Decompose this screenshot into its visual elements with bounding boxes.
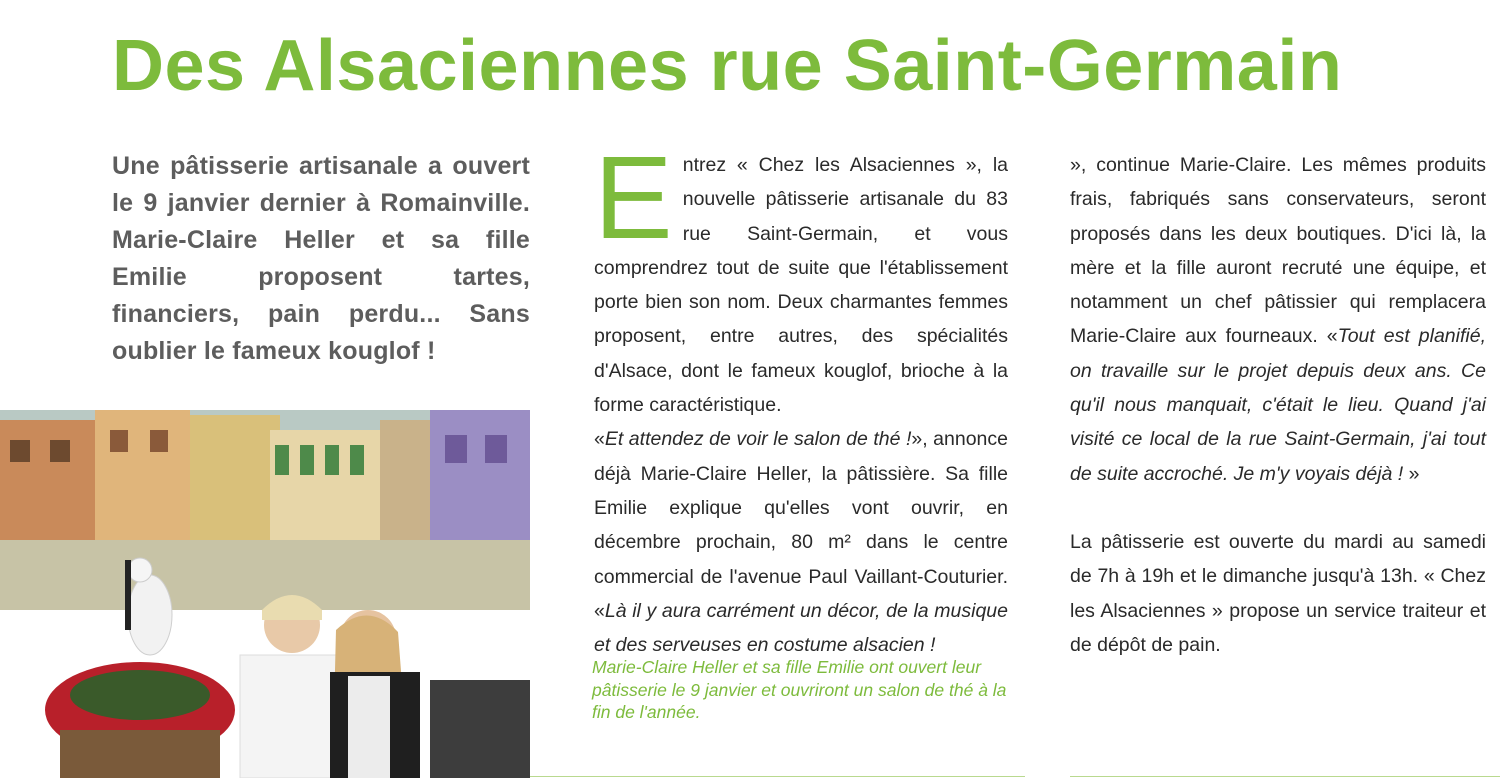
bottom-rule-right: [1070, 776, 1500, 777]
bottom-rule-middle: [530, 776, 1025, 777]
quote-salon: Et attendez de voir le salon de thé !: [604, 428, 912, 451]
paragraph-2: [594, 422, 1008, 662]
paragraph-4: La pâtisserie est ouverte du mardi au samedi de 7h à 19h et le dimanche jusqu'à 13h. « Chez les Alsaciennes » propose un service traiteur et de dépôt de pain.: [1070, 530, 1486, 656]
article-column-2: [594, 132, 1008, 662]
article-title: Des Alsaciennes rue Saint-Germain: [112, 26, 1343, 106]
paragraph-1: [594, 132, 1008, 422]
article-column-3: [1070, 148, 1486, 662]
quote-open: «: [594, 428, 605, 451]
lead-text: Une pâtisserie artisanale a ouvert le 9 janvier dernier à Romainville. Marie-Claire Heller et sa fille Emilie proposent tartes, financiers, pain perdu... Sans oublier le fameux kouglof !: [112, 152, 530, 365]
paragraph-1-text: ntrez « Chez les Alsaciennes », la nouvelle pâtisserie artisanale du 83 rue Saint-Germain, et vous comprendrez tout de suite que l'établissement porte bien son nom. Deux charmantes femmes proposent, entre autres, des spécialités d'Alsace, dont le fameux kouglof, brioche à la forme caractéristique.: [594, 154, 1008, 417]
article-photo: [0, 410, 530, 778]
quote-decor: Là il y aura carrément un décor, de la musique et des serveuses en costume alsacien !: [594, 599, 1008, 657]
paragraph-2-text: », annonce déjà Marie-Claire Heller, la pâtissière. Sa fille Emilie explique qu'elles vont ouvrir, en décembre prochain, 80 m² dans le centre commercial de l'avenue Paul Vaillant-Couturier. «: [594, 428, 1008, 622]
paragraph-3: [1070, 148, 1486, 491]
photo-illustration: [0, 410, 530, 778]
quote-close: »: [1403, 462, 1420, 485]
photo-caption: Marie-Claire Heller et sa fille Emilie ont ouvert leur pâtisserie le 9 janvier et ouvriront un salon de thé à la fin de l'année.: [592, 657, 1007, 722]
article-lead: [112, 148, 530, 370]
quote-planning: Tout est planifié, on travaille sur le projet depuis deux ans. Ce qu'il nous manquait, c'était le lieu. Quand j'ai visité ce local de la rue Saint-Germain, j'ai tout de suite accroché. Je m'y voyais déjà !: [1070, 325, 1486, 485]
paragraph-3-text: », continue Marie-Claire. Les mêmes produits frais, fabriqués sans conservateurs, seront proposés dans les deux boutiques. D'ici là, la mère et la fille auront recruté une équipe, et notamment un chef pâtissier qui remplacera Marie-Claire aux fourneaux. «: [1070, 154, 1486, 348]
drop-cap: E: [594, 132, 673, 264]
